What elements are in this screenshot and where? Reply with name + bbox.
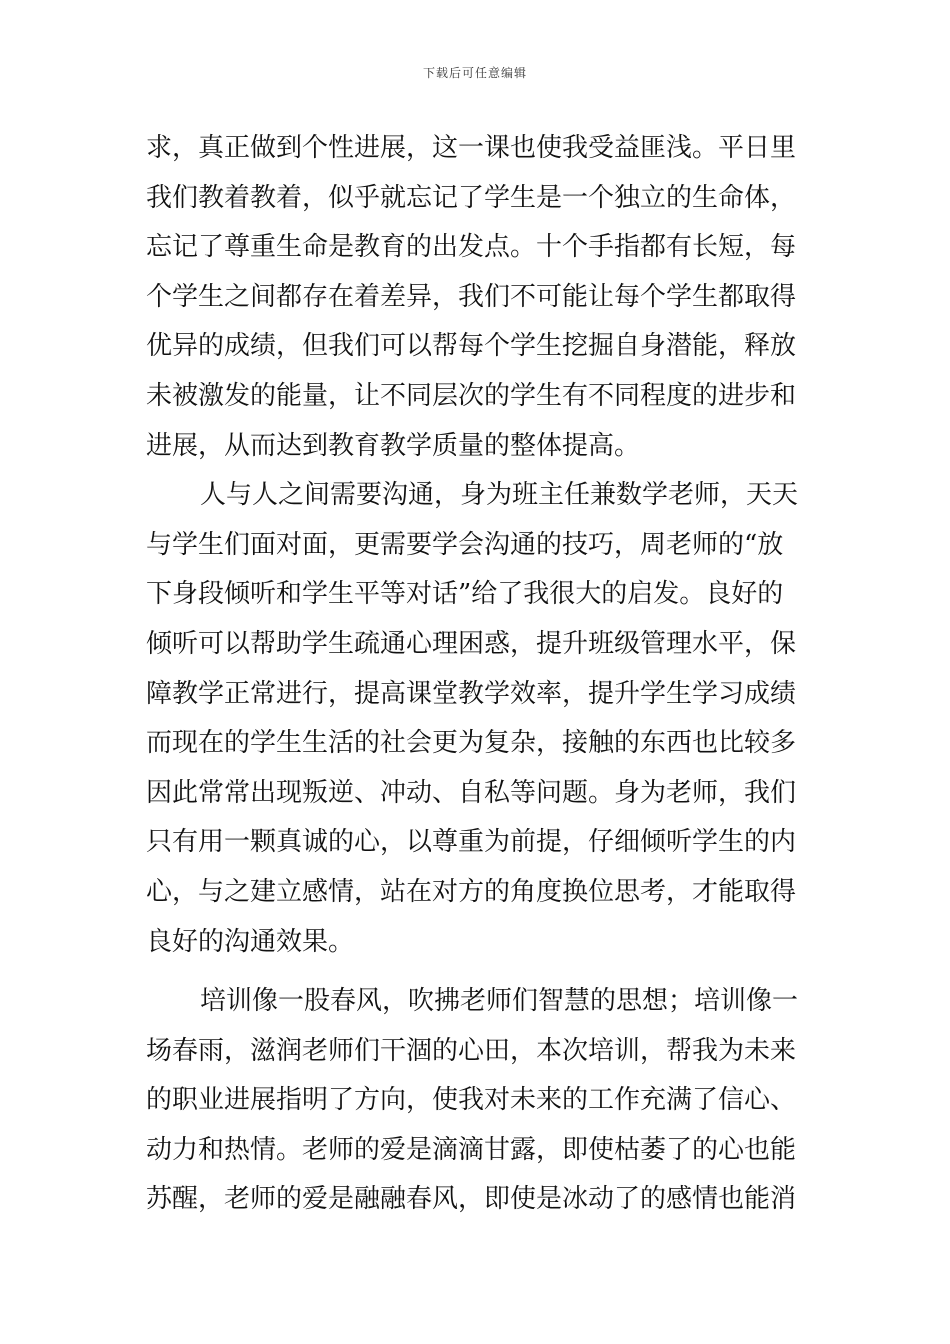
text-line: 培训像一股春风，吹拂老师们智慧的思想；培训像一 <box>200 986 799 1017</box>
text-line: 良好的沟通效果。 <box>146 926 355 957</box>
text-line: 苏醒，老师的爱是融融春风，即使是冰动了的感情也能消 <box>146 1184 797 1215</box>
text-line: 我们教着教着，似乎就忘记了学生是一个独立的生命体， <box>146 182 797 213</box>
text-line: 心，与之建立感情，站在对方的角度换位思考，才能取得 <box>146 876 797 907</box>
document-body <box>146 124 806 1225</box>
paragraph-3 <box>146 977 806 1225</box>
paragraph-1 <box>146 124 806 471</box>
text-line: 人与人之间需要沟通，身为班主任兼数学老师，天天 <box>200 480 799 511</box>
text-line: 倾听可以帮助学生疏通心理困惑，提升班级管理水平，保 <box>146 628 797 659</box>
paragraph-2 <box>146 471 806 967</box>
page-header: 下载后可任意编辑 <box>422 66 527 80</box>
text-line: 个学生之间都存在着差异，我们不可能让每个学生都取得 <box>146 281 797 312</box>
text-line: 优异的成绩，但我们可以帮每个学生挖掘自身潜能，释放 <box>146 331 797 362</box>
text-line: 忘记了尊重生命是教育的出发点。十个手指都有长短，每 <box>146 232 797 263</box>
text-line: 场春雨，滋润老师们干涸的心田，本次培训，帮我为未来 <box>146 1035 797 1066</box>
text-line: 的职业进展指明了方向，使我对未来的工作充满了信心、 <box>146 1085 797 1116</box>
text-line: 动力和热情。老师的爱是滴滴甘露，即使枯萎了的心也能 <box>146 1134 797 1165</box>
text-line: 与学生们面对面，更需要学会沟通的技巧，周老师的“放 <box>146 529 784 560</box>
text-line: 而现在的学生生活的社会更为复杂，接触的东西也比较多 <box>146 728 797 759</box>
text-line: 下身段倾听和学生平等对话”给了我很大的启发。良好的 <box>146 579 784 610</box>
text-line: 因此常常出现叛逆、冲动、自私等问题。身为老师，我们 <box>146 777 797 808</box>
text-line: 障教学正常进行，提高课堂教学效率，提升学生学习成绩 <box>146 678 797 709</box>
text-line: 求，真正做到个性进展，这一课也使我受益匪浅。平日里 <box>146 133 797 163</box>
text-line: 未被激发的能量，让不同层次的学生有不同程度的进步和 <box>146 380 797 411</box>
text-line: 进展，从而达到教育教学质量的整体提高。 <box>146 430 641 461</box>
text-line: 只有用一颗真诚的心，以尊重为前提，仔细倾听学生的内 <box>146 827 797 858</box>
